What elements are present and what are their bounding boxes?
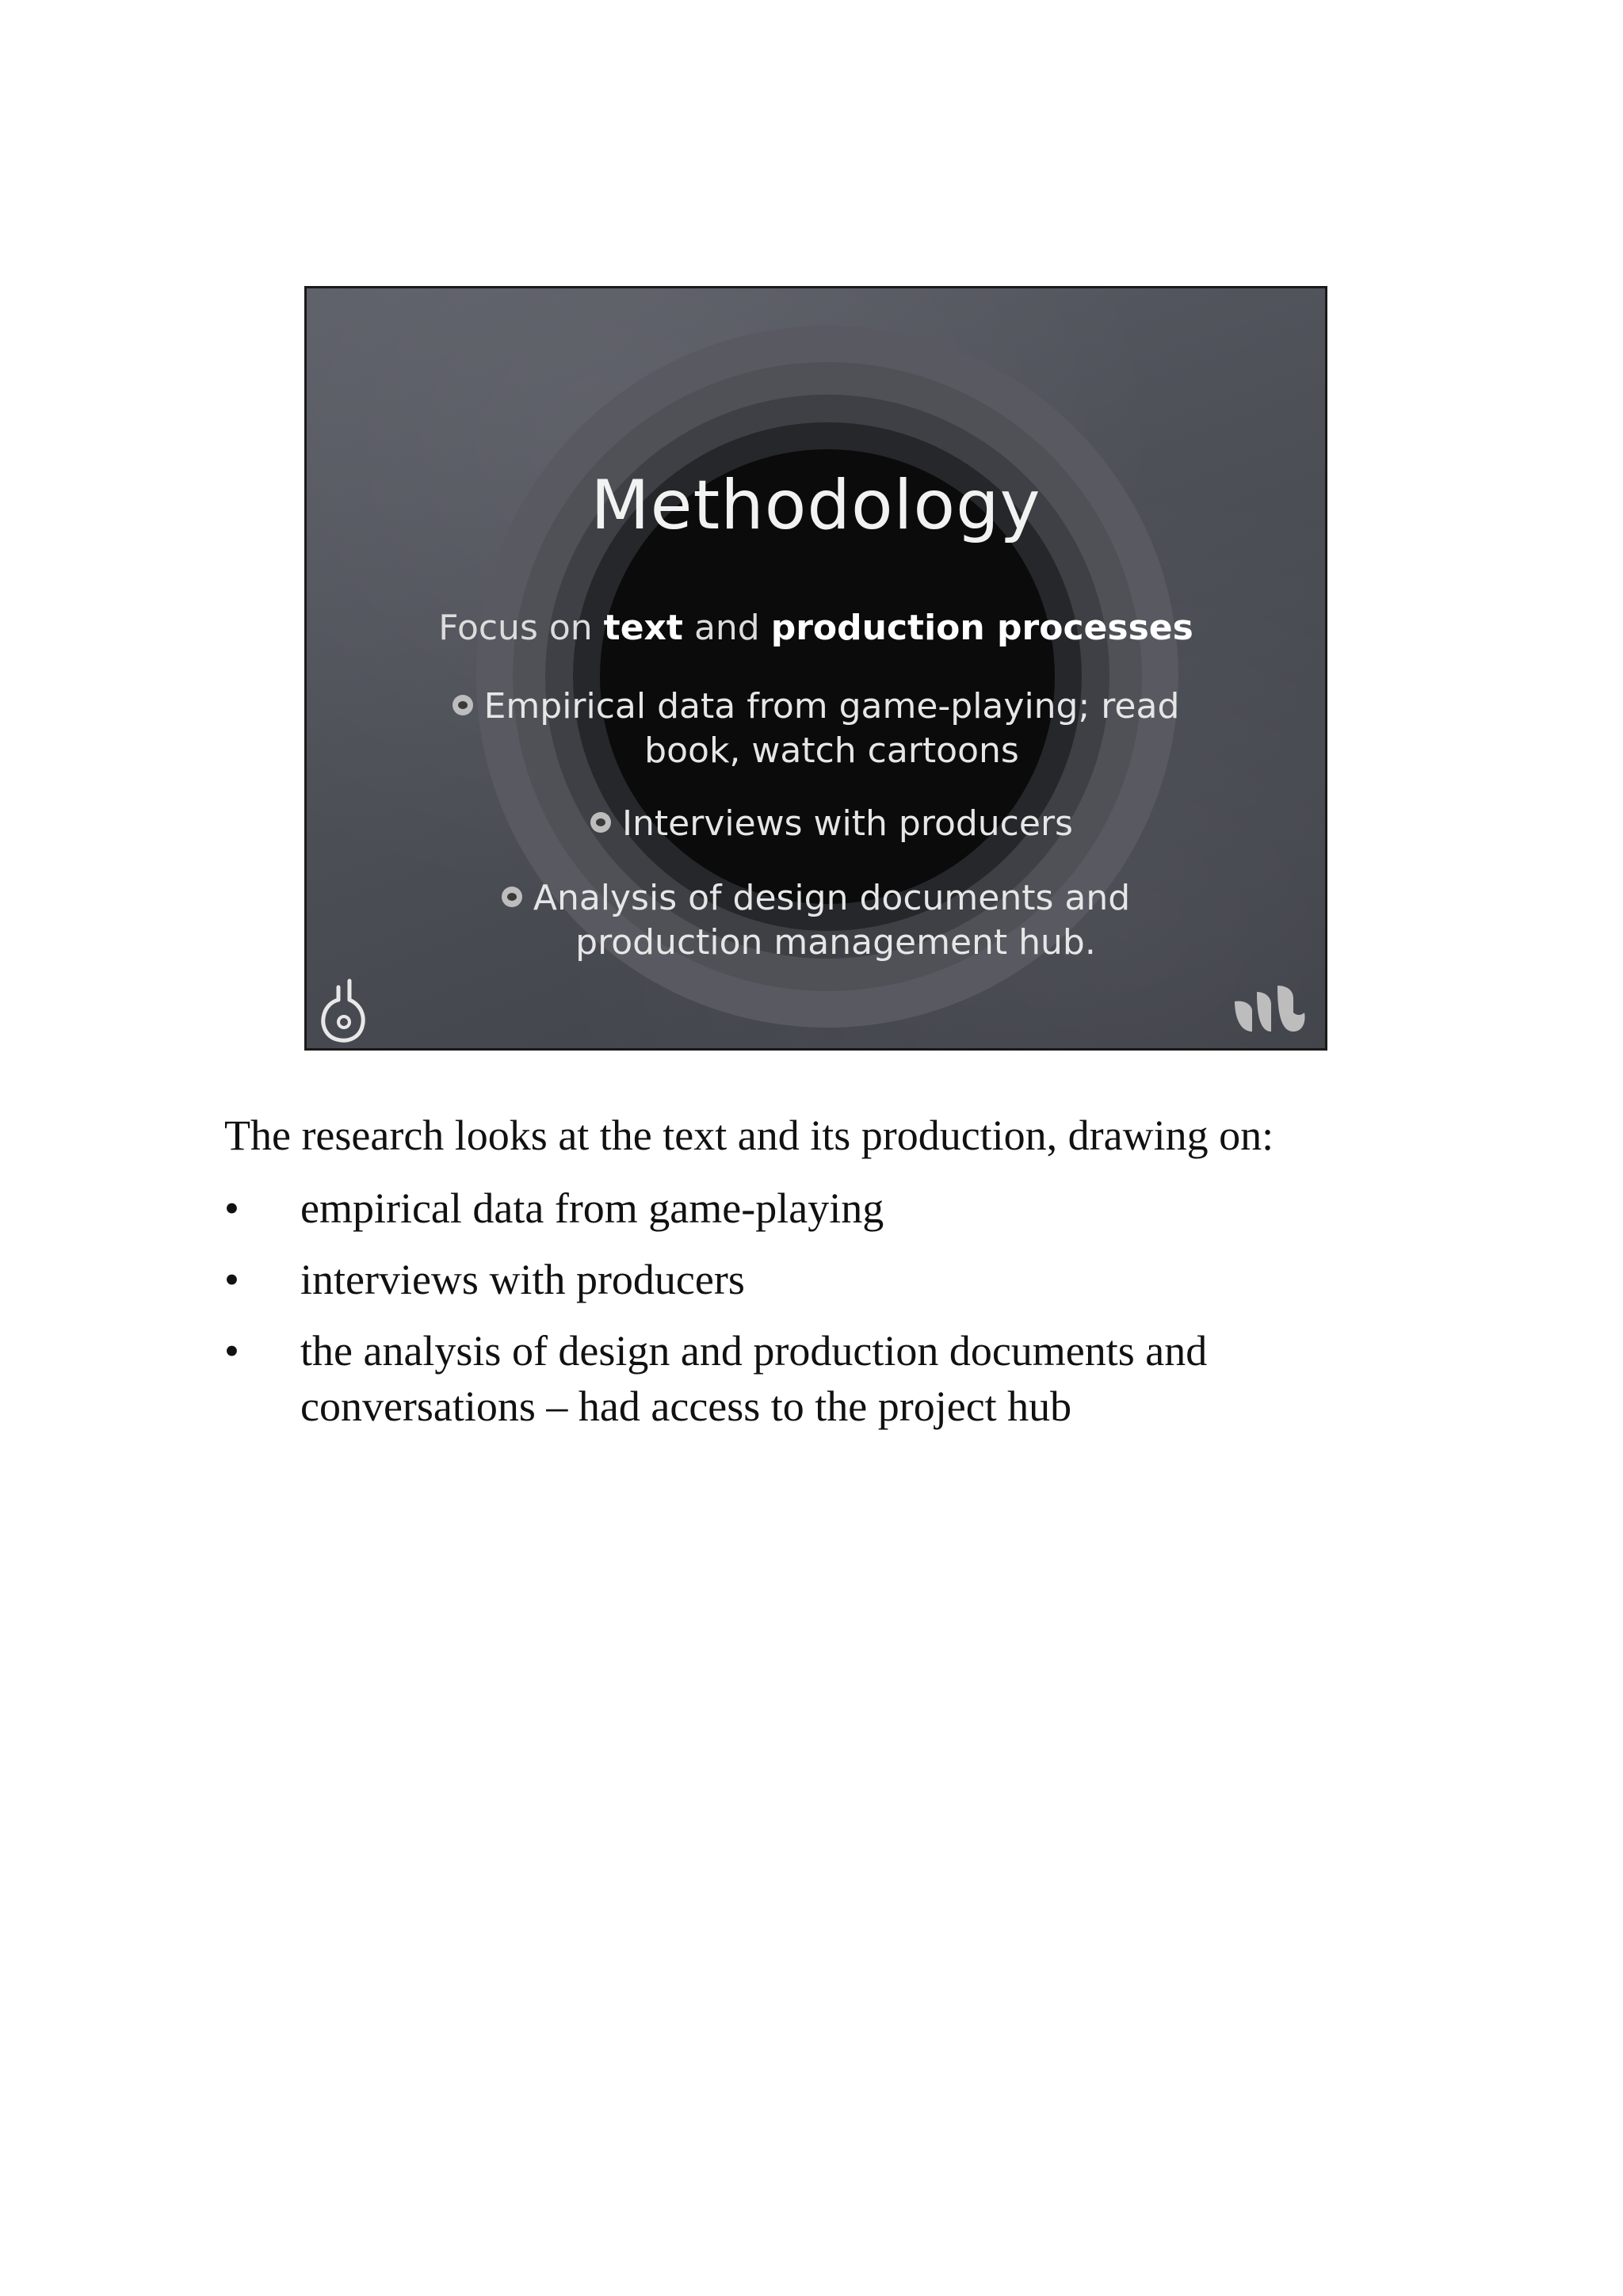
bullet-marker: • [224,1327,239,1375]
list-item-text: empirical data from game-playing [300,1184,884,1232]
slide-focus-line [307,608,1325,648]
slide-bullet-2-line1 [307,802,1325,846]
slide-bullet-3-line1 [307,876,1325,921]
bullet-marker: • [224,1184,239,1232]
focus-middle: and [682,608,771,648]
notes-intro: The research looks at the text and its production, drawing on: [224,1112,1274,1159]
slide-title: Methodology [590,466,1041,545]
slide-bullet-1-text1: Empirical data from game-playing; read [483,686,1180,727]
slide-bullet-1-line2: book, watch cartoons [644,730,1019,771]
slide-bullet-1-line1 [307,685,1325,729]
slide-bullet-2 [307,802,1325,846]
list-item-text: interviews with producers [300,1256,745,1303]
focus-bold-production: production processes [770,608,1193,648]
slide-image [304,286,1327,1051]
slide-bullet-2-text1: Interviews with producers [622,803,1073,844]
slide-bullet-3-line2: production management hub. [575,922,1096,963]
eye-bullet-icon [590,812,611,833]
focus-prefix: Focus on [438,608,604,648]
bullet-marker: • [224,1256,239,1303]
list-item [224,1180,1397,1236]
slide-bullet-1 [307,685,1325,773]
eye-bullet-icon [453,695,473,715]
list-item [224,1323,1397,1434]
focus-bold-text: text [603,608,683,648]
institution-logo-icon [318,976,373,1044]
list-item-text: the analysis of design and production documents and conversations – had access to the project hub [300,1327,1208,1430]
partner-logo-icon [1232,984,1308,1033]
slide-bullet-3 [307,876,1325,965]
list-item [224,1252,1397,1307]
slide-bullet-3-text1: Analysis of design documents and [533,878,1131,918]
speaker-notes [224,1108,1397,1450]
eye-bullet-icon [502,887,522,907]
notes-list [224,1180,1397,1434]
